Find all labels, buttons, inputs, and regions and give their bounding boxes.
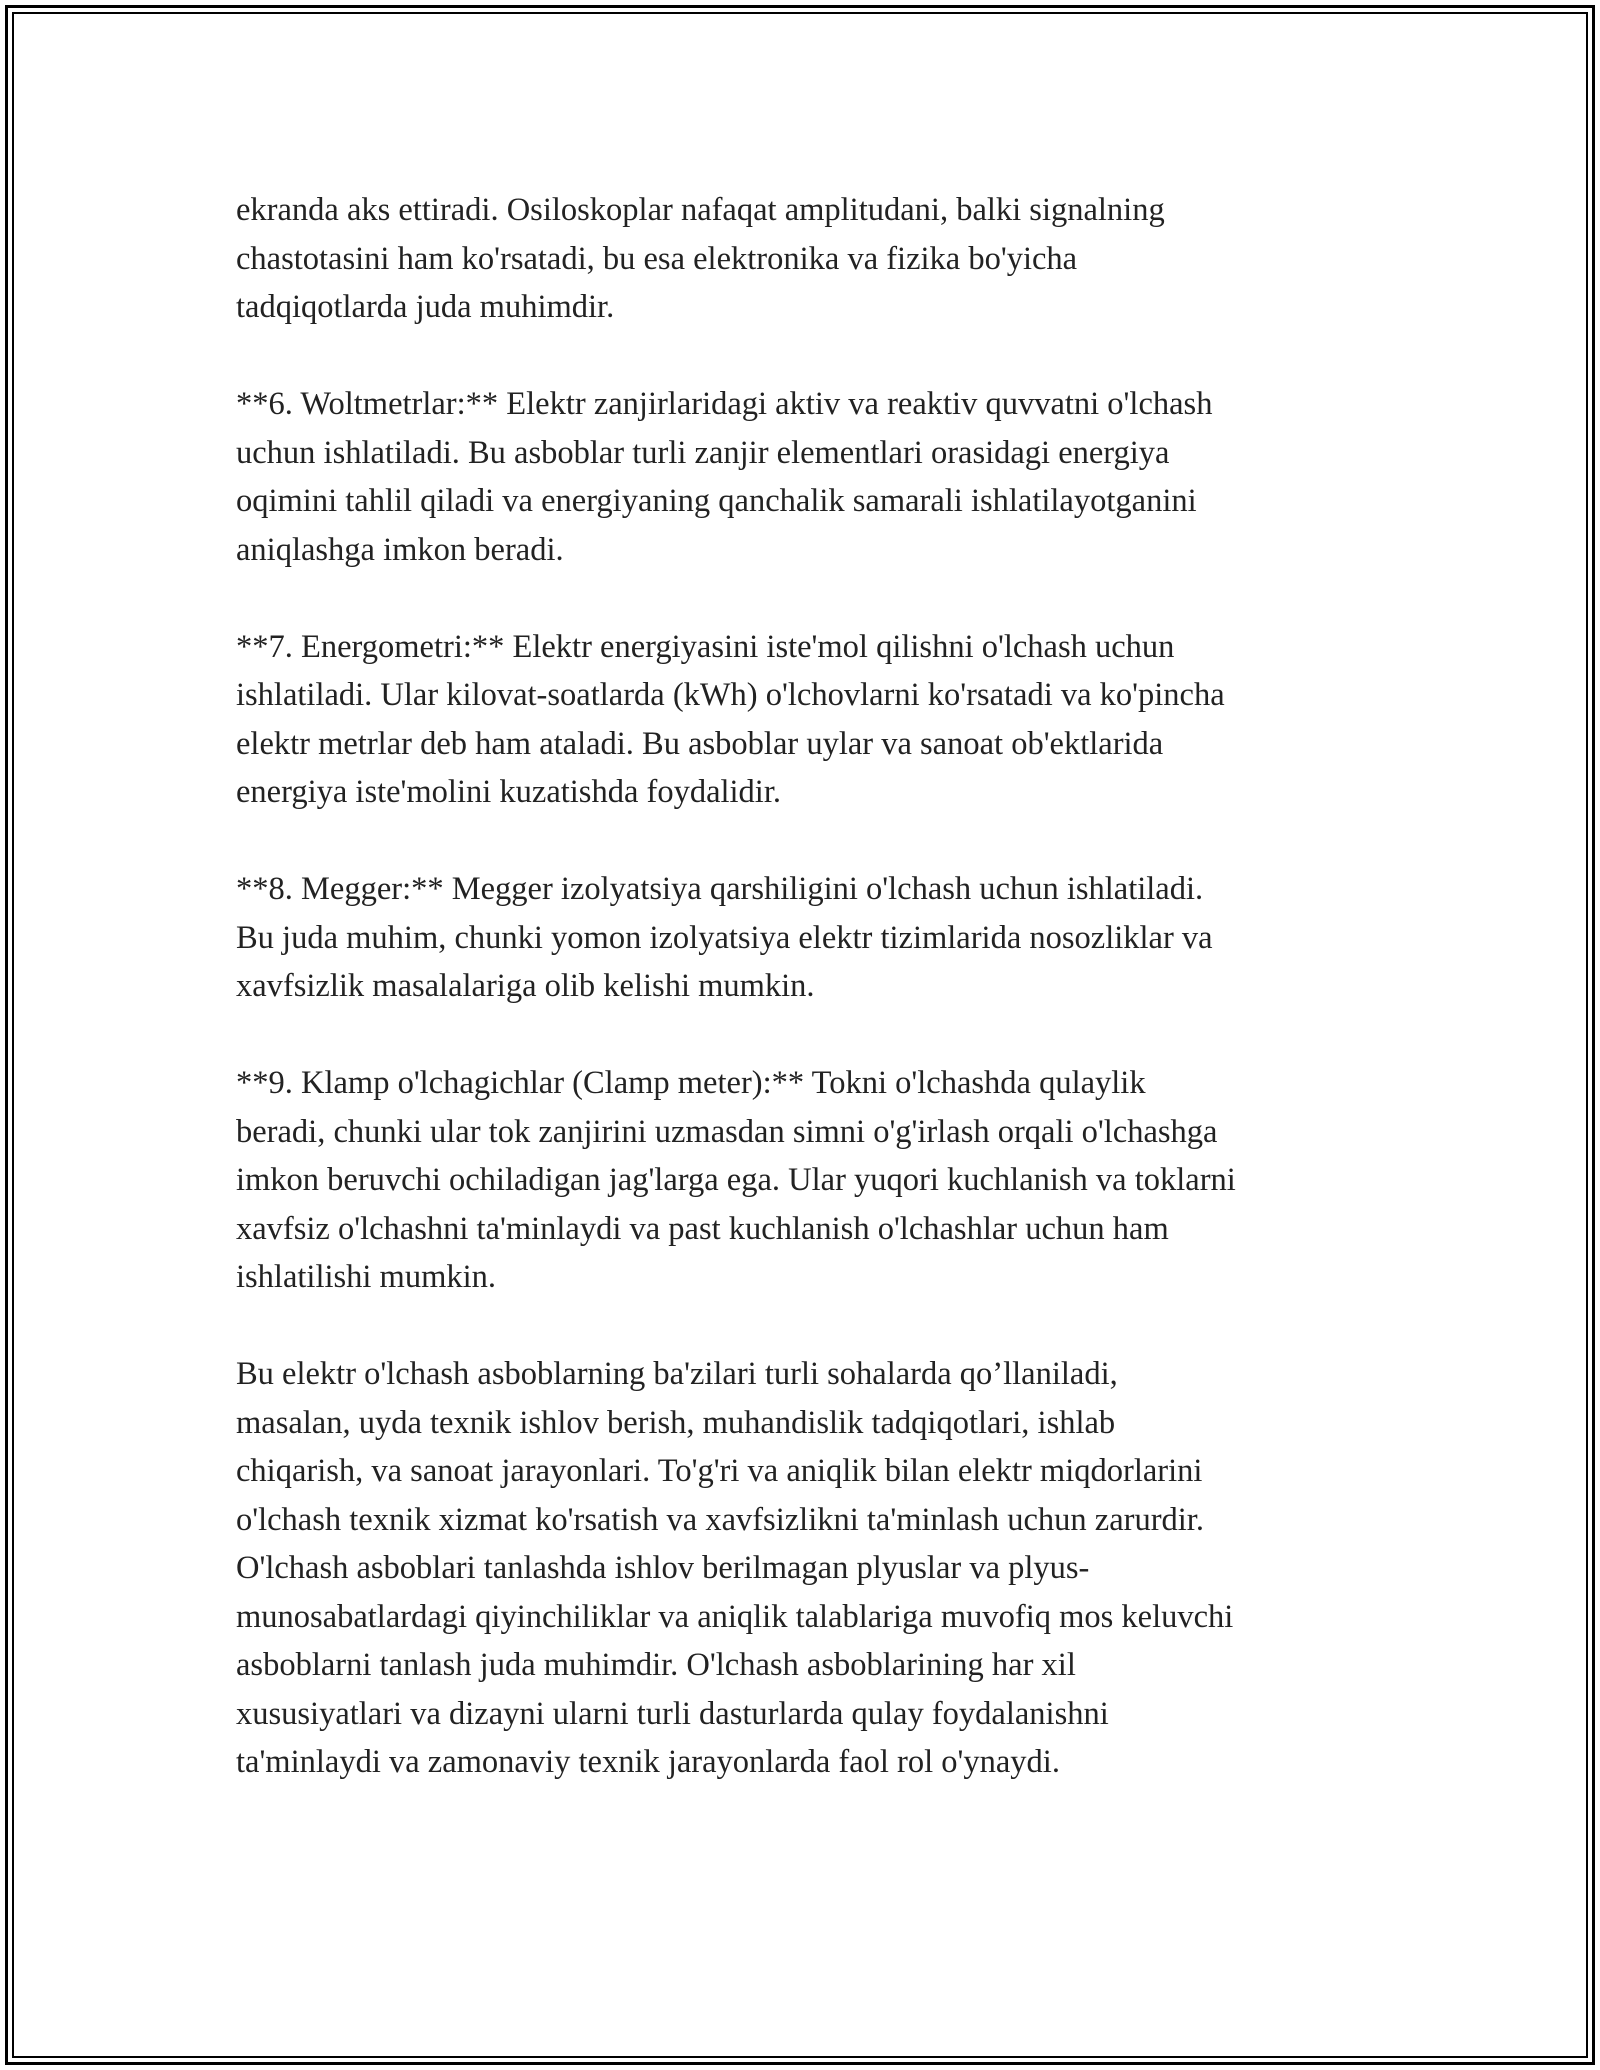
text-line: asboblarni tanlash juda muhimdir. O'lchash asboblarining har xil [236,1647,1076,1683]
text-line: Bu elektr o'lchash asboblarning ba'zilari turli sohalarda qo’llaniladi, [236,1356,1118,1392]
text-line: **7. Energometri:** Elektr energiyasini iste'mol qilishni o'lchash uchun [236,628,1175,665]
text-line: **6. Woltmetrlar:** Elektr zanjirlaridagi aktiv va reaktiv quvvatni o'lchash [236,386,1213,422]
text-line: beradi, chunki ular tok zanjirini uzmasdan simni o'g'irlash orqali o'lchashga [236,1113,1218,1150]
text-line: uchun ishlatiladi. Bu asboblar turli zanjir elementlari orasidagi energiya [236,434,1170,471]
text-line: chiqarish, va sanoat jarayonlari. To'g'ri va aniqlik bilan elektr miqdorlarini [236,1453,1203,1489]
text-line: munosabatlardagi qiyinchiliklar va aniqlik talablariga muvofiq mos keluvchi [236,1598,1234,1635]
text-line: **9. Klamp o'lchagichlar (Clamp meter):** Tokni o'lchashda qulaylik [236,1065,1146,1101]
text-line: O'lchash asboblari tanlashda ishlov berilmagan plyuslar va plyus- [236,1550,1090,1586]
paragraph-conclusion [236,1350,1386,1787]
text-line: ishlatilishi mumkin. [236,1259,497,1295]
text-line: aniqlashga imkon beradi. [236,531,564,568]
text-line: tadqiqotlarda juda muhimdir. [236,289,615,325]
text-line: ta'minlaydi va zamonaviy texnik jarayonlarda faol rol o'ynaydi. [236,1744,1060,1780]
text-line: oqimini tahlil qiladi va energiyaning qanchalik samarali ishlatilayotganini [236,483,1197,519]
paragraph-item-9-clamp-meter [236,1059,1386,1302]
text-line: ishlatiladi. Ular kilovat-soatlarda (kWh) o'lchovlarni ko'rsatadi va ko'pincha [236,677,1225,713]
text-line: xususiyatlari va dizayni ularni turli dasturlarda qulay foydalanishni [236,1695,1109,1732]
text-line: o'lchash texnik xizmat ko'rsatish va xavfsizlikni ta'minlash uchun zarurdir. [236,1501,1204,1538]
text-line: Bu juda muhim, chunki yomon izolyatsiya elektr tizimlarida nosozliklar va [236,919,1213,956]
text-line: energiya iste'molini kuzatishda foydalidir. [236,774,781,810]
text-line: elektr metrlar deb ham ataladi. Bu asboblar uylar va sanoat ob'ektlarida [236,725,1164,762]
text-line: imkon beruvchi ochiladigan jag'larga ega. Ular yuqori kuchlanish va toklarni [236,1162,1236,1198]
text-line: ekranda aks ettiradi. Osiloskoplar nafaqat amplitudani, balki signalning [236,192,1165,228]
text-line: xavfsiz o'lchashni ta'minlaydi va past kuchlanish o'lchashlar uchun ham [236,1210,1169,1247]
paragraph-item-7-energometri [236,623,1386,817]
text-line: **8. Megger:** Megger izolyatsiya qarshiligini o'lchash uchun ishlatiladi. [236,871,1204,907]
paragraph-item-6-woltmetrlar [236,380,1386,574]
text-line: xavfsizlik masalalariga olib kelishi mumkin. [236,968,815,1004]
text-line: chastotasini ham ko'rsatadi, bu esa elektronika va fizika bo'yicha [236,240,1078,277]
paragraph-item-8-megger [236,865,1386,1011]
paragraph-oscilloscope-continued [236,186,1386,332]
document-body [236,186,1386,1835]
text-line: masalan, uyda texnik ishlov berish, muhandislik tadqiqotlari, ishlab [236,1404,1116,1441]
